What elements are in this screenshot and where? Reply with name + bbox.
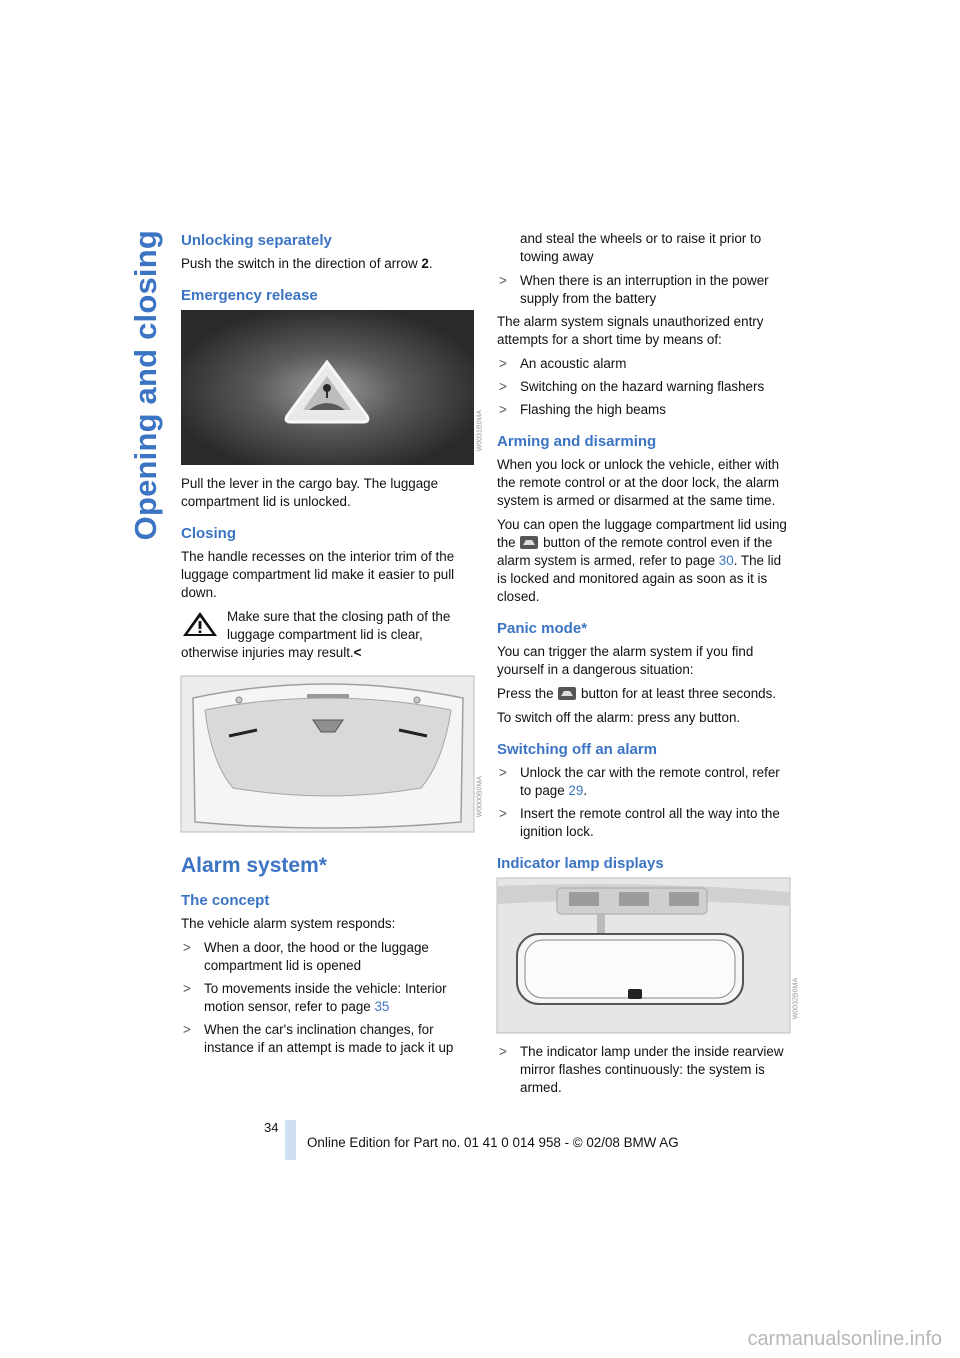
page-link-29[interactable]: 29 (568, 783, 584, 798)
figure-rearview-mirror (497, 878, 799, 1033)
trunk-lid-image (181, 676, 474, 832)
list-item: > Insert the remote control all the way into the ignition lock. (497, 805, 790, 841)
right-column (497, 228, 799, 1102)
paragraph-panic: You can trigger the alarm system if you find yourself in a dangerous situation: (497, 644, 754, 677)
list-item: > The indicator lamp under the inside rearview mirror flashes continuously: the system is armed. (497, 1043, 790, 1097)
figure-emergency-release (181, 310, 483, 465)
panic-button-icon (558, 687, 576, 700)
paragraph-unlocking: Push the switch in the direction of arrow 2. (181, 256, 433, 271)
page-link-30[interactable]: 30 (718, 553, 734, 568)
signals-list (497, 355, 790, 419)
paragraph-open-lid: You can open the luggage compartment lid using the button of the remote control even if the alarm system is armed, refer to page 30. The lid is locked and monitored again as soon as it is closed. (497, 517, 787, 604)
list-item: > When there is an interruption in the power supply from the battery (497, 272, 790, 308)
figure-code-1: W0031B0MA (476, 410, 483, 452)
section-side-title: Opening and closing (128, 230, 163, 541)
concept-list (181, 939, 474, 1057)
rearview-mirror-image (497, 878, 790, 1033)
paragraph-switch-off: To switch off the alarm: press any button. (497, 710, 741, 725)
indicator-list (497, 1043, 790, 1097)
paragraph-closing: The handle recesses on the interior trim of the luggage compartment lid make it easier to pull down. (181, 549, 455, 600)
list-item: > When a door, the hood or the luggage compartment lid is opened (181, 939, 474, 975)
figure-trunk-lid (181, 676, 483, 832)
switch-off-list (497, 764, 790, 841)
list-item: > An acoustic alarm (497, 355, 790, 373)
heading-closing: Closing (181, 525, 236, 542)
figure-code-3: W0032B0MA (792, 978, 799, 1020)
paragraph-signals: The alarm system signals unauthorized entry attempts for a short time by means of: (497, 314, 764, 347)
heading-switching-off-alarm: Switching off an alarm (497, 741, 658, 758)
heading-unlocking-separately: Unlocking separately (181, 232, 332, 249)
paragraph-press-button: Press the button for at least three seconds. (497, 686, 777, 701)
heading-indicator-lamp: Indicator lamp displays (497, 855, 664, 872)
paragraph-arming: When you lock or unlock the vehicle, either with the remote control or at the door lock, the alarm system is armed or disarmed at the same time. (497, 457, 780, 508)
heading-the-concept: The concept (181, 892, 270, 909)
heading-alarm-system: Alarm system* (181, 854, 327, 877)
heading-panic-mode: Panic mode* (497, 620, 588, 637)
warning-triangle-icon (181, 610, 219, 638)
footer-accent-bar (285, 1120, 296, 1160)
paragraph-concept: The vehicle alarm system responds: (181, 916, 396, 931)
list-item: > Flashing the high beams (497, 401, 790, 419)
list-item: > Switching on the hazard warning flashers (497, 378, 790, 396)
paragraph-pull-lever: Pull the lever in the cargo bay. The luggage compartment lid is unlocked. (181, 476, 439, 509)
footer-edition: Online Edition for Part no. 01 41 0 014 958 - © 02/08 BMW AG (307, 1135, 679, 1150)
trunk-button-icon (520, 536, 538, 549)
watermark: carmanualsonline.info (747, 1328, 942, 1350)
paragraph-continued: and steal the wheels or to raise it prior to towing away (520, 231, 762, 264)
list-item: > When the car's inclination changes, for instance if an attempt is made to jack it up (181, 1021, 474, 1057)
list-item: > Unlock the car with the remote control, refer to page 29. (497, 764, 790, 800)
figure-code-2: W0000B0MA (476, 776, 483, 818)
emergency-release-image (181, 310, 474, 465)
page-number: 34 (264, 1120, 279, 1135)
heading-arming-disarming: Arming and disarming (497, 433, 657, 450)
left-column (181, 228, 483, 1062)
list-item: > To movements inside the vehicle: Interior motion sensor, refer to page 35 (181, 980, 474, 1016)
warning-note: Make sure that the closing path of the luggage compartment lid is clear, otherwise injuries may result.< (181, 609, 451, 660)
power-list (497, 272, 790, 308)
page-link-35[interactable]: 35 (374, 999, 390, 1014)
heading-emergency-release: Emergency release (181, 287, 318, 304)
